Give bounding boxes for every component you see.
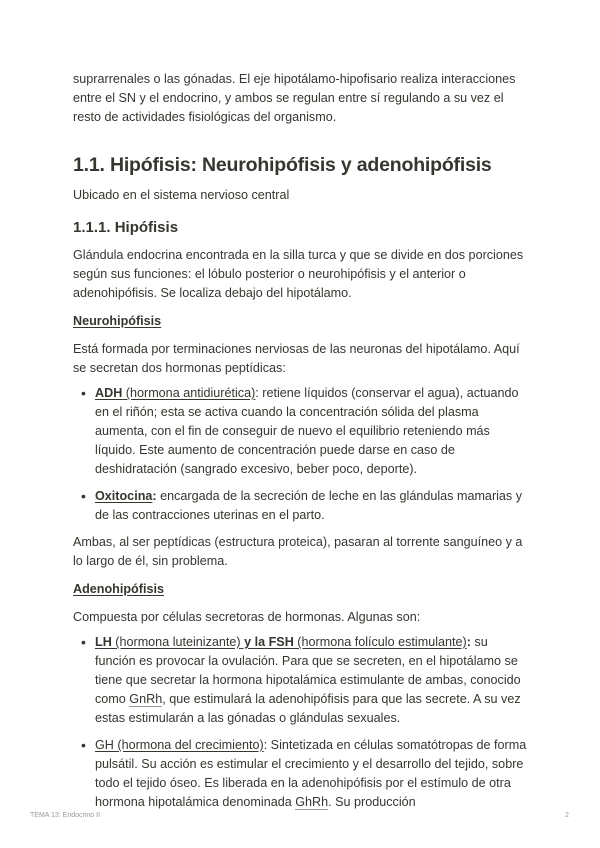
neurohipofisis-list <box>73 384 531 525</box>
gnrh-term: GnRh <box>129 692 163 706</box>
oxitocina-colon: : <box>152 489 157 503</box>
neurohipofisis-heading: Neurohipófisis <box>73 314 162 328</box>
footer-document-title: TEMA 13: Endocrino II <box>30 812 101 819</box>
list-item-oxitocina <box>95 487 531 525</box>
list-item-adh <box>95 384 531 479</box>
section-heading: 1.1. Hipófisis: Neurohipófisis y adenohipófisis <box>73 154 492 176</box>
adenohipofisis-heading: Adenohipófisis <box>73 582 164 596</box>
document-body <box>73 70 531 820</box>
adenohipofisis-description: Compuesta por células secretoras de hormonas. Algunas son: <box>73 610 421 624</box>
footer-page-number: 2 <box>565 812 569 819</box>
lh-term: LH <box>95 635 112 649</box>
neurohipofisis-description: Está formada por terminaciones nerviosas de las neuronas del hipotálamo. Aquí se secretan dos hormonas peptídicas: <box>73 342 520 375</box>
adh-colon: : <box>255 386 259 400</box>
gh-text-1: Sintetizada en células somatótropas de forma pulsátil. Su acción es estimular el crecimiento y el desarrollo del tejido, sobre todo el tejido óseo. Es liberada en la adenohipófisis por el estímulo de otra hormona hipotalámica denominada <box>95 738 527 809</box>
gh-term: GH (hormona del crecimiento) <box>95 738 264 752</box>
fsh-term-paren: (hormona folículo estimulante) <box>293 635 467 649</box>
lh-text-2: , que estimulará la adenohipófisis para que las secrete. A su vez estas estimularán a las gónadas o glándulas sexuales. <box>95 692 521 725</box>
adh-text: retiene líquidos (conservar el agua), actuando en el riñón; esta se activa cuando la concentración sólida del plasma aumenta, con el fin de conseguir de nuevo el equilibrio reteniendo más líquido. Este aumento de concentración puede darse en caso de deshidratación (sangrado excesivo, beber poco, deporte). <box>95 386 519 476</box>
intro-paragraph: suprarrenales o las gónadas. El eje hipotálamo-hipofisario realiza interacciones entre el SN y el endocrino, y ambos se regulan entre sí regulando a su vez el resto de actividades fisiológicas del organismo. <box>73 72 516 124</box>
oxitocina-term: Oxitocina <box>95 489 153 503</box>
lh-colon: : <box>466 635 471 649</box>
neurohipofisis-closing: Ambas, al ser peptídicas (estructura proteica), pasaran al torrente sanguíneo y a lo largo de él, sin problema. <box>73 535 523 568</box>
adh-term-paren: (hormona antidiurética) <box>122 386 256 400</box>
section-subtitle: Ubicado en el sistema nervioso central <box>73 188 290 202</box>
oxitocina-text: encargada de la secreción de leche en las glándulas mamarias y de las contracciones uterinas en el parto. <box>95 489 523 522</box>
lh-text-1: su función es provocar la ovulación. Para que se secreten, en el hipotálamo se tiene que secretar la hormona hipotalámica estimulante de ambas, conocido como <box>95 635 521 706</box>
gh-text-2: . Su producción <box>328 795 416 809</box>
hipofisis-description: Glándula endocrina encontrada en la silla turca y que se divide en dos porciones según sus funciones: el lóbulo posterior o neurohipófisis y el anterior o adenohipófisis. Se localiza debajo del hipotálamo. <box>73 248 524 300</box>
list-item-lh-fsh <box>95 633 531 728</box>
gh-colon: : <box>263 738 268 752</box>
list-item-gh <box>95 736 531 812</box>
fsh-term: y la FSH <box>240 635 294 649</box>
adenohipofisis-list <box>73 633 531 812</box>
adh-term: ADH <box>95 386 123 400</box>
subsection-heading: 1.1.1. Hipófisis <box>73 219 179 236</box>
lh-term-paren: (hormona luteinizante) <box>111 635 241 649</box>
ghrh-term: GhRh <box>295 795 329 809</box>
